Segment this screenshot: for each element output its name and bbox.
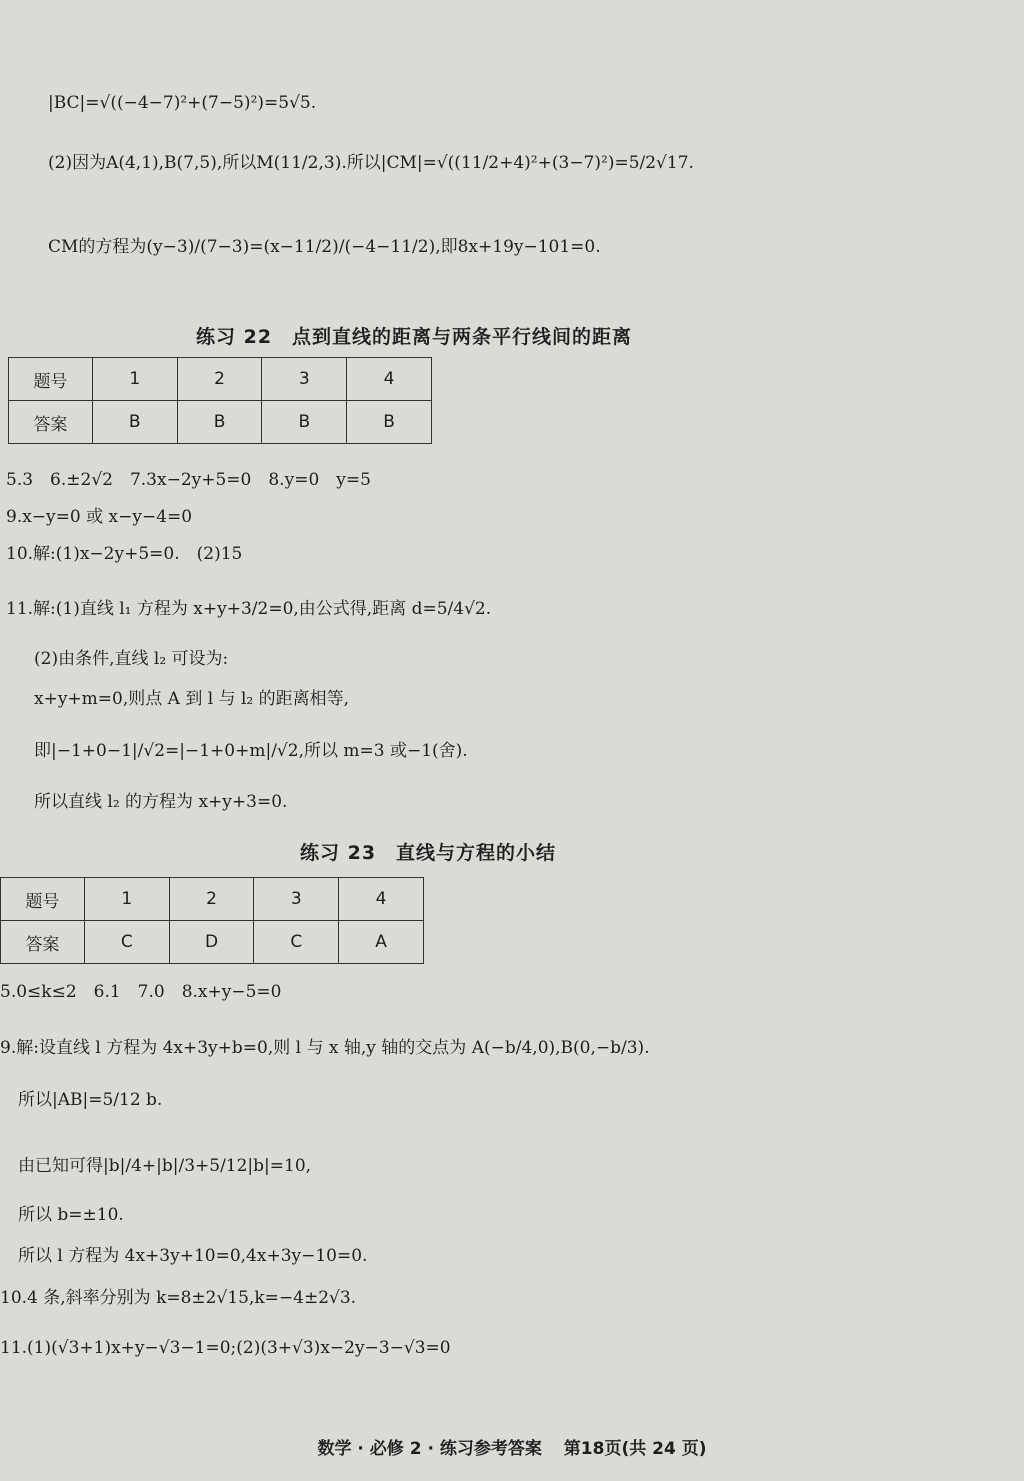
table-cell: 4: [339, 878, 424, 921]
table-cell: 题号: [1, 878, 85, 921]
table-cell: A: [339, 921, 424, 964]
table-row: [9, 358, 432, 401]
answer-9-conclusion: 所以 l 方程为 4x+3y+10=0,4x+3y−10=0.: [18, 1246, 368, 1266]
table-cell: 4: [347, 358, 432, 401]
table-cell: 3: [262, 358, 347, 401]
table-cell: D: [169, 921, 254, 964]
table-cell: 答案: [1, 921, 85, 964]
table-cell: 1: [92, 358, 177, 401]
section-22-title: 练习 22 点到直线的距离与两条平行线间的距离: [196, 326, 633, 348]
answer-11-conclusion: 所以直线 l₂ 的方程为 x+y+3=0.: [34, 792, 288, 812]
table-cell: 2: [177, 358, 262, 401]
table-cell: B: [262, 401, 347, 444]
table-row: [1, 878, 424, 921]
answers-5-8: 5.3 6.±2√2 7.3x−2y+5=0 8.y=0 y=5: [6, 470, 371, 490]
table-row: [9, 401, 432, 444]
bc-length-line: |BC|=√((−4−7)²+(7−5)²)=5√5.: [48, 93, 317, 113]
page-footer: [0, 1434, 1024, 1459]
cm-equation-line: CM的方程为(y−3)/(7−3)=(x−11/2)/(−4−11/2),即8x+19y−101=0.: [48, 237, 601, 257]
answer-10-23: 10.4 条,斜率分别为 k=8±2√15,k=−4±2√3.: [0, 1288, 357, 1308]
answer-9-23: 9.解:设直线 l 方程为 4x+3y+b=0,则 l 与 x 轴,y 轴的交点为 A(−b/4,0),B(0,−b/3).: [0, 1038, 650, 1058]
table-cell: B: [347, 401, 432, 444]
table-row: [1, 921, 424, 964]
answer-11-part1: 11.解:(1)直线 l₁ 方程为 x+y+3/2=0,由公式得,距离 d=5/4√2.: [6, 599, 492, 619]
table-cell: C: [84, 921, 169, 964]
table-cell: B: [177, 401, 262, 444]
answer-9-ab: 所以|AB|=5/12 b.: [18, 1090, 163, 1110]
cm-length-line: (2)因为A(4,1),B(7,5),所以M(11/2,3).所以|CM|=√((11/2+4)²+(3−7)²)=5/2√17.: [48, 153, 694, 173]
answer-9-given: 由已知可得|b|/4+|b|/3+5/12|b|=10,: [18, 1156, 312, 1176]
footer-subject: 数学 · 必修 2 · 练习参考答案: [317, 1439, 542, 1459]
answer-11-distance: 即|−1+0−1|/√2=|−1+0+m|/√2,所以 m=3 或−1(舍).: [34, 741, 468, 761]
answer-9: 9.x−y=0 或 x−y−4=0: [6, 507, 193, 527]
answer-table-23: [0, 877, 424, 964]
answer-10: 10.解:(1)x−2y+5=0. (2)15: [6, 544, 243, 564]
answer-table-22: [8, 357, 432, 444]
table-cell: 3: [254, 878, 339, 921]
table-cell: 2: [169, 878, 254, 921]
table-cell: C: [254, 921, 339, 964]
answer-11-23: 11.(1)(√3+1)x+y−√3−1=0;(2)(3+√3)x−2y−3−√3=0: [0, 1338, 451, 1358]
answers-5-8-23: 5.0≤k≤2 6.1 7.0 8.x+y−5=0: [0, 982, 282, 1002]
answer-11-part2-cont: x+y+m=0,则点 A 到 l 与 l₂ 的距离相等,: [34, 689, 350, 709]
table-cell: 答案: [9, 401, 93, 444]
table-cell: 题号: [9, 358, 93, 401]
section-23-title: 练习 23 直线与方程的小结: [300, 842, 557, 864]
table-cell: 1: [84, 878, 169, 921]
table-cell: B: [92, 401, 177, 444]
answer-9-b: 所以 b=±10.: [18, 1205, 124, 1225]
answer-11-part2: (2)由条件,直线 l₂ 可设为:: [34, 649, 229, 669]
footer-page-number: 第18页(共 24 页): [563, 1439, 707, 1459]
